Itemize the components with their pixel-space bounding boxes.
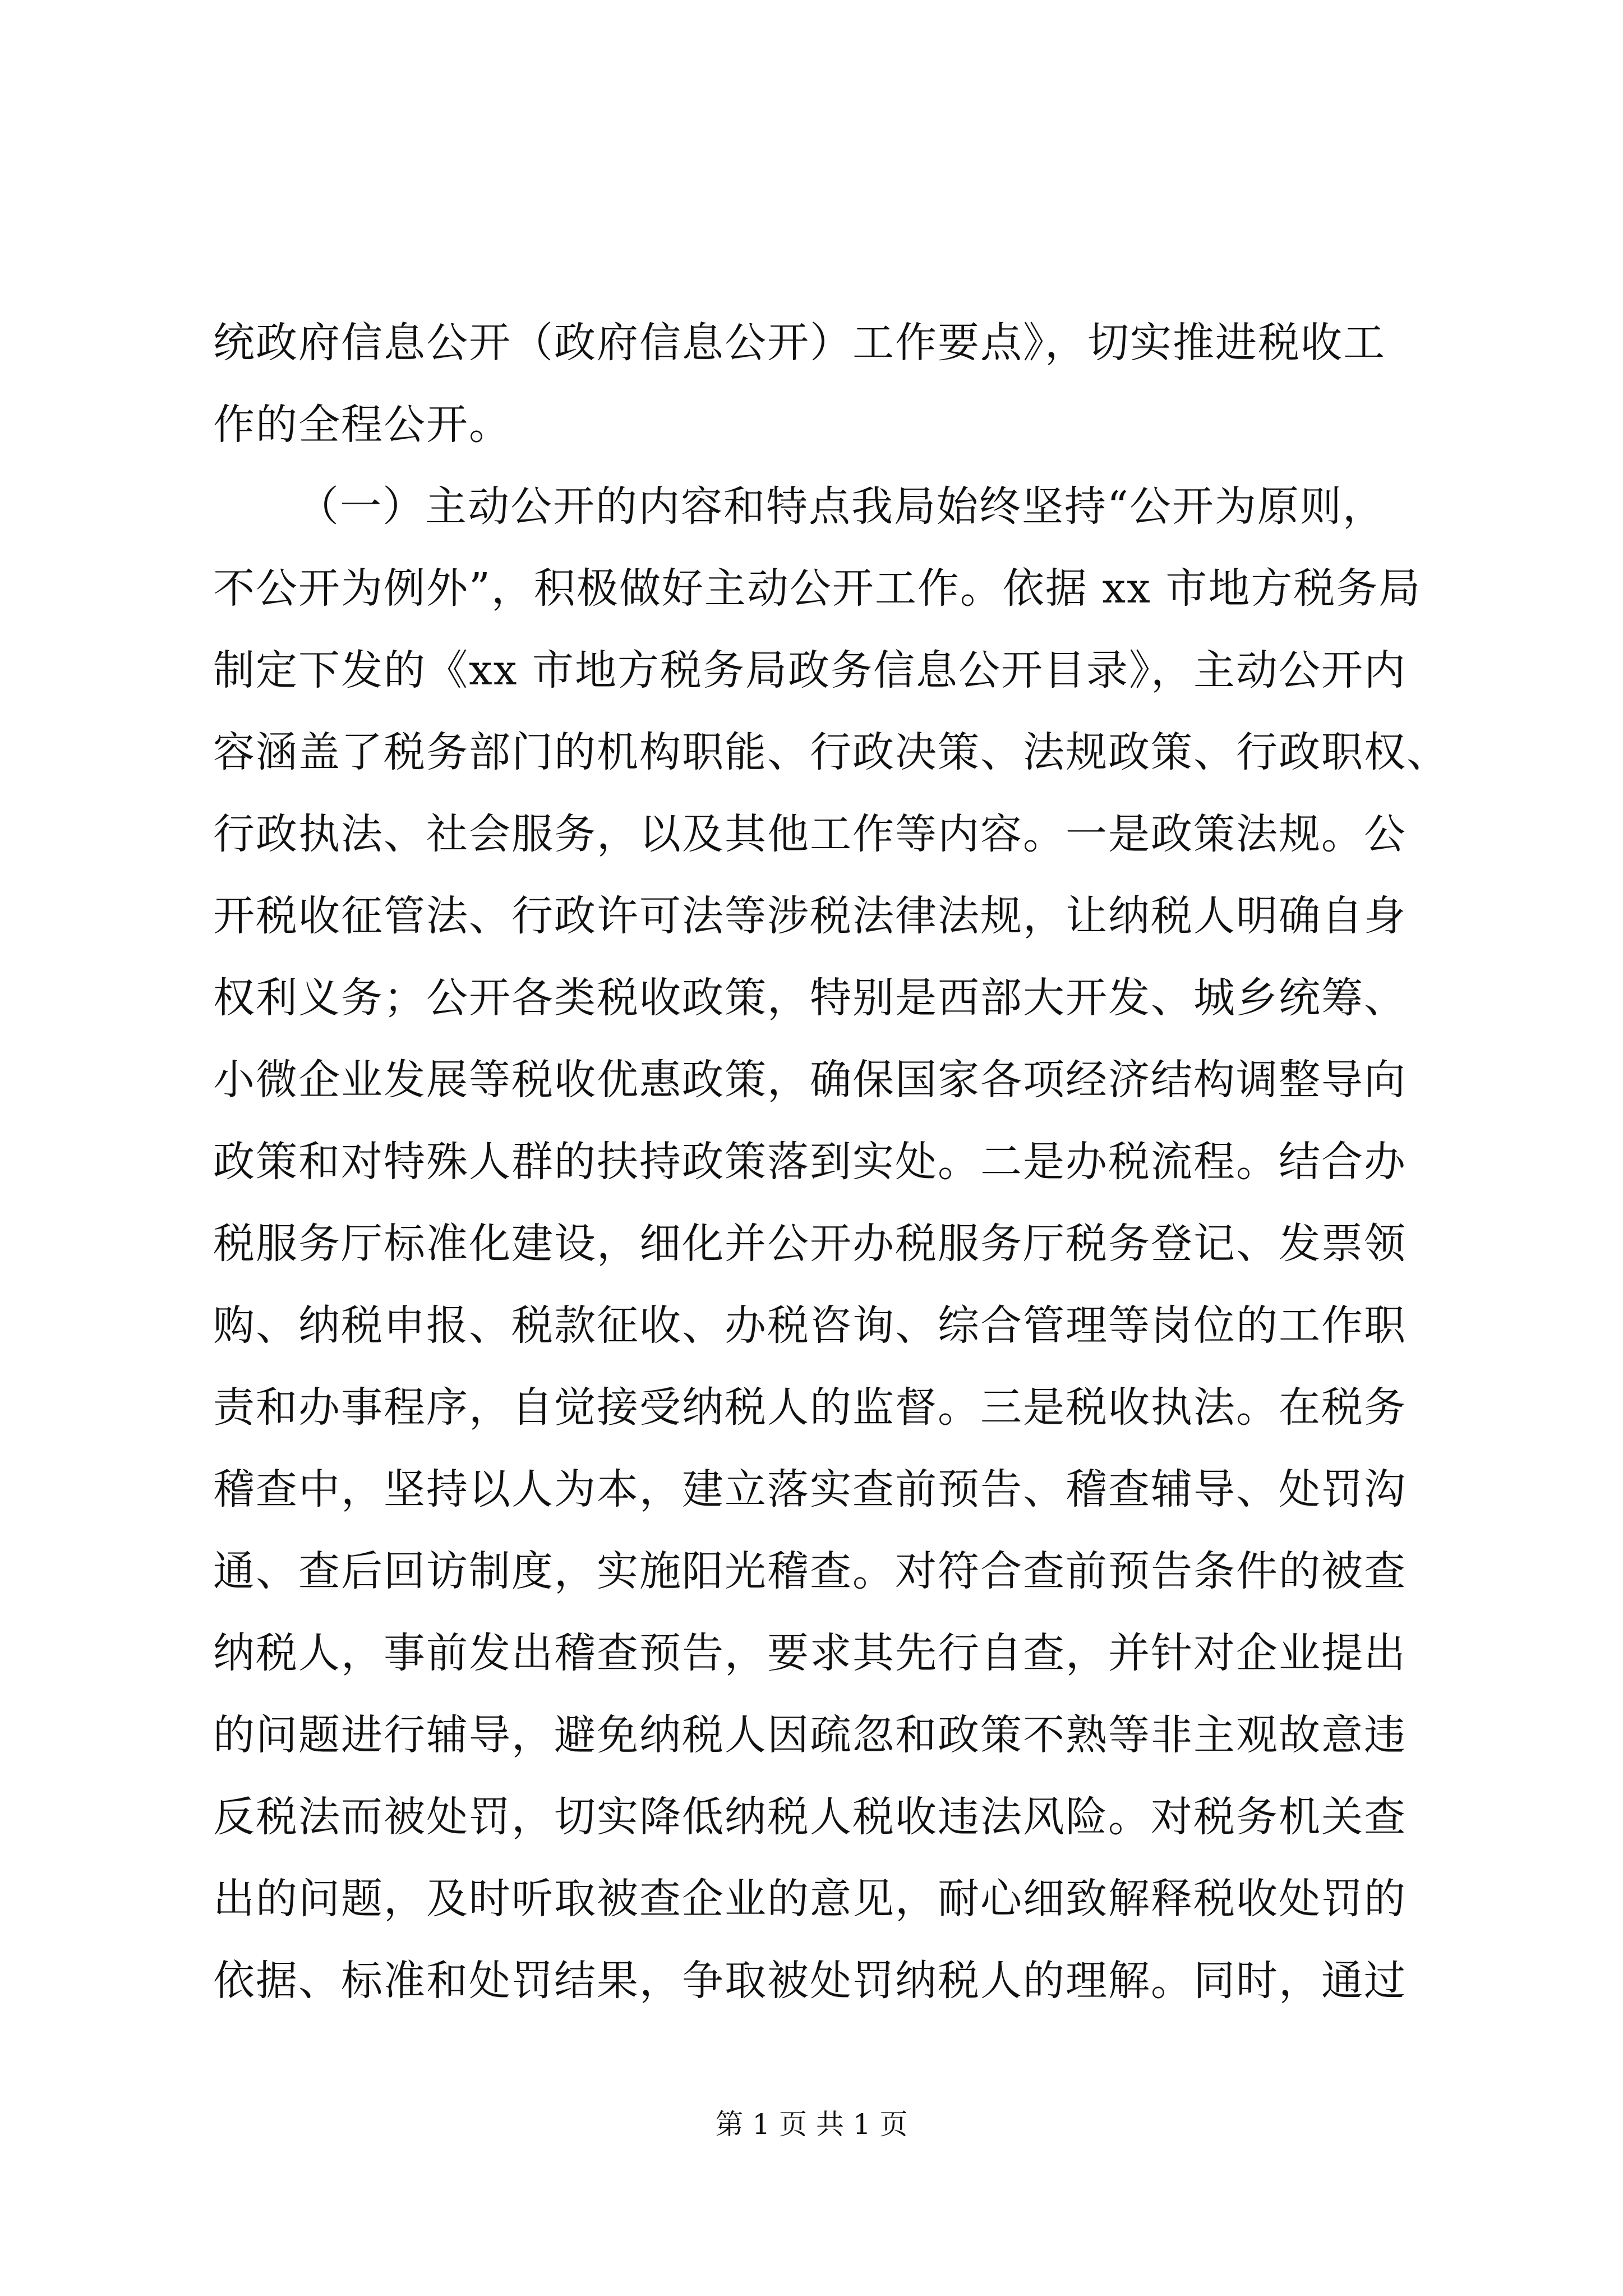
body-text [213, 302, 1449, 2022]
text-line: 依据、标准和处罚结果，争取被处罚纳税人的理解。同时，通过 [213, 1957, 1407, 2005]
text-line: 出的问题，及时听取被查企业的意见，耐心细致解释税收处罚的 [213, 1875, 1407, 1923]
text-line: 政策和对特殊人群的扶持政策落到实处。二是办税流程。结合办 [213, 1138, 1407, 1186]
text-line: 开税收征管法、行政许可法等涉税法律法规，让纳税人明确自身 [213, 892, 1407, 940]
text-line: 通、查后回访制度，实施阳光稽查。对符合查前预告条件的被查 [213, 1547, 1407, 1595]
text-line: 纳税人，事前发出稽查预告，要求其先行自查，并针对企业提出 [213, 1629, 1407, 1677]
text-line: 责和办事程序，自觉接受纳税人的监督。三是税收执法。在税务 [213, 1383, 1407, 1432]
text-line: 稽查中，坚持以人为本，建立落实查前预告、稽查辅导、处罚沟 [213, 1465, 1407, 1513]
text-line: 统政府信息公开（政府信息公开）工作要点》，切实推进税收工 [213, 319, 1386, 367]
text-line: 行政执法、社会服务，以及其他工作等内容。一是政策法规。公 [213, 810, 1407, 858]
text-line: 容涵盖了税务部门的机构职能、行政决策、法规政策、行政职权、 [213, 728, 1449, 776]
text-line: 制定下发的《xx 市地方税务局政务信息公开目录》，主动公开内 [213, 646, 1407, 694]
text-line: 作的全程公开。 [213, 401, 511, 449]
text-line: 权利义务；公开各类税收政策，特别是西部大开发、城乡统筹、 [213, 974, 1407, 1022]
text-line: 不公开为例外”，积极做好主动公开工作。依据 xx 市地方税务局 [213, 564, 1422, 613]
text-line: （一）主动公开的内容和特点我局始终坚持“公开为原则， [297, 482, 1385, 531]
text-line: 购、纳税申报、税款征收、办税咨询、综合管理等岗位的工作职 [213, 1301, 1407, 1350]
text-line: 小微企业发展等税收优惠政策，确保国家各项经济结构调整导向 [213, 1056, 1407, 1104]
text-line: 反税法而被处罚，切实降低纳税人税收违法风险。对税务机关查 [213, 1793, 1407, 1841]
page-number-footer: 第 1 页 共 1 页 [715, 2108, 908, 2141]
text-line: 税服务厅标准化建设，细化并公开办税服务厅税务登记、发票领 [213, 1220, 1407, 1268]
text-line: 的问题进行辅导，避免纳税人因疏忽和政策不熟等非主观故意违 [213, 1711, 1407, 1759]
